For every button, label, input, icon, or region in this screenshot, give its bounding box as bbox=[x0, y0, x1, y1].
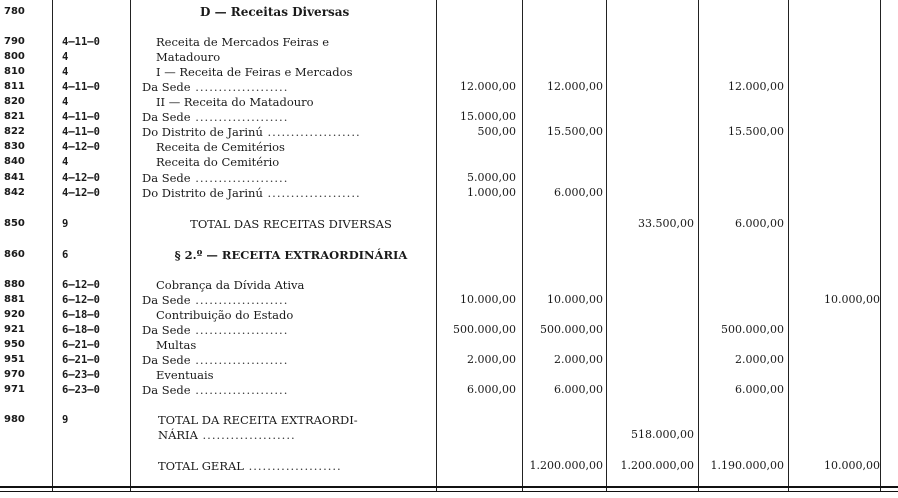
row-description: Cobrança da Dívida Ativa bbox=[156, 278, 305, 292]
amount-cell: 10.000,00 bbox=[824, 293, 880, 306]
amount-cell: 500.000,00 bbox=[721, 323, 784, 336]
row-description: Da Sede .................... bbox=[142, 353, 289, 367]
amount-cell: 10.000,00 bbox=[460, 293, 516, 306]
row-code: 951 bbox=[4, 354, 25, 365]
column-rule bbox=[130, 0, 131, 492]
row-account: 4 bbox=[62, 51, 69, 63]
leader-dots: .................... bbox=[262, 186, 361, 200]
row-code: 980 bbox=[4, 414, 25, 425]
row-code: 920 bbox=[4, 309, 25, 320]
row-description: § 2.º — RECEITA EXTRAORDINÁRIA bbox=[174, 248, 408, 262]
row-account: 6—21—0 bbox=[62, 354, 100, 366]
row-code: 921 bbox=[4, 324, 25, 335]
amount-cell: 10.000,00 bbox=[824, 459, 880, 472]
row-code: 840 bbox=[4, 156, 25, 167]
row-description: Receita do Cemitério bbox=[156, 155, 280, 169]
amount-cell: 1.190.000,00 bbox=[710, 459, 784, 472]
row-description: Matadouro bbox=[156, 50, 221, 64]
amount-cell: 10.000,00 bbox=[547, 293, 603, 306]
row-account: 4—11—0 bbox=[62, 81, 100, 93]
amount-cell: 2.000,00 bbox=[554, 353, 603, 366]
leader-dots: .................... bbox=[190, 110, 289, 124]
row-description: Da Sede .................... bbox=[142, 323, 289, 337]
row-account: 9 bbox=[62, 218, 69, 230]
column-rule bbox=[522, 0, 523, 492]
row-account: 6—12—0 bbox=[62, 294, 100, 306]
amount-cell: 500.000,00 bbox=[453, 323, 516, 336]
row-code: 800 bbox=[4, 51, 25, 62]
row-account: 4 bbox=[62, 96, 69, 108]
row-code: 850 bbox=[4, 218, 25, 229]
amount-cell: 2.000,00 bbox=[467, 353, 516, 366]
amount-cell: 6.000,00 bbox=[554, 383, 603, 396]
row-code: 821 bbox=[4, 111, 25, 122]
row-code: 830 bbox=[4, 141, 25, 152]
row-description: I — Receita de Feiras e Mercados bbox=[156, 65, 353, 79]
amount-cell: 1.200.000,00 bbox=[529, 459, 603, 472]
row-account: 6—12—0 bbox=[62, 279, 100, 291]
row-description: Eventuais bbox=[156, 368, 214, 382]
row-code: 811 bbox=[4, 81, 25, 92]
amount-cell: 500,00 bbox=[477, 125, 516, 138]
row-description: Do Distrito de Jarinú .................... bbox=[142, 186, 361, 200]
amount-cell: 15.500,00 bbox=[547, 125, 603, 138]
amount-cell: 12.000,00 bbox=[547, 80, 603, 93]
row-description: Receita de Cemitérios bbox=[156, 140, 285, 154]
leader-dots: .................... bbox=[190, 353, 289, 367]
row-account: 4 bbox=[62, 66, 69, 78]
row-description: Da Sede .................... bbox=[142, 383, 289, 397]
column-rule bbox=[436, 0, 437, 492]
amount-cell: 15.000,00 bbox=[460, 110, 516, 123]
section-title: D — Receitas Diversas bbox=[200, 5, 350, 19]
amount-cell: 6.000,00 bbox=[735, 217, 784, 230]
column-rule bbox=[880, 0, 881, 492]
amount-cell: 12.000,00 bbox=[460, 80, 516, 93]
row-account: 9 bbox=[62, 414, 69, 426]
amount-cell: 2.000,00 bbox=[735, 353, 784, 366]
amount-cell: 33.500,00 bbox=[638, 217, 694, 230]
row-code: 780 bbox=[4, 6, 25, 17]
row-description: II — Receita do Matadouro bbox=[156, 95, 314, 109]
row-account: 4 bbox=[62, 156, 69, 168]
leader-dots: .................... bbox=[190, 323, 289, 337]
amount-cell: 6.000,00 bbox=[735, 383, 784, 396]
row-description: Do Distrito de Jarinú .................... bbox=[142, 125, 361, 139]
column-rule bbox=[52, 0, 53, 492]
row-account: 4—11—0 bbox=[62, 126, 100, 138]
row-code: 860 bbox=[4, 249, 25, 260]
leader-dots: .................... bbox=[197, 428, 296, 442]
bottom-rule bbox=[0, 486, 898, 488]
amount-cell: 518.000,00 bbox=[631, 428, 694, 441]
row-account: 4—12—0 bbox=[62, 141, 100, 153]
row-description: TOTAL DAS RECEITAS DIVERSAS bbox=[190, 217, 392, 231]
leader-dots: .................... bbox=[243, 459, 342, 473]
leader-dots: .................... bbox=[190, 171, 289, 185]
row-account: 6—18—0 bbox=[62, 324, 100, 336]
row-code: 970 bbox=[4, 369, 25, 380]
row-description: NÁRIA .................... bbox=[158, 428, 296, 442]
amount-cell: 1.000,00 bbox=[467, 186, 516, 199]
row-code: 841 bbox=[4, 172, 25, 183]
row-code: 822 bbox=[4, 126, 25, 137]
leader-dots: .................... bbox=[190, 293, 289, 307]
row-account: 4—12—0 bbox=[62, 172, 100, 184]
row-code: 842 bbox=[4, 187, 25, 198]
row-code: 820 bbox=[4, 96, 25, 107]
row-code: 790 bbox=[4, 36, 25, 47]
amount-cell: 1.200.000,00 bbox=[620, 459, 694, 472]
column-rule bbox=[606, 0, 607, 492]
leader-dots: .................... bbox=[262, 125, 361, 139]
amount-cell: 12.000,00 bbox=[728, 80, 784, 93]
row-description: Da Sede .................... bbox=[142, 171, 289, 185]
row-account: 6—23—0 bbox=[62, 369, 100, 381]
row-account: 4—12—0 bbox=[62, 187, 100, 199]
row-code: 810 bbox=[4, 66, 25, 77]
column-rule bbox=[788, 0, 789, 492]
amount-cell: 5.000,00 bbox=[467, 171, 516, 184]
row-account: 6—18—0 bbox=[62, 309, 100, 321]
row-account: 6—23—0 bbox=[62, 384, 100, 396]
row-description: Da Sede .................... bbox=[142, 293, 289, 307]
leader-dots: .................... bbox=[190, 383, 289, 397]
row-account: 6—21—0 bbox=[62, 339, 100, 351]
row-account: 4—11—0 bbox=[62, 36, 100, 48]
amount-cell: 15.500,00 bbox=[728, 125, 784, 138]
row-description: Multas bbox=[156, 338, 197, 352]
column-rule bbox=[698, 0, 699, 492]
row-code: 881 bbox=[4, 294, 25, 305]
row-account: 4—11—0 bbox=[62, 111, 100, 123]
row-code: 971 bbox=[4, 384, 25, 395]
row-description: Da Sede .................... bbox=[142, 80, 289, 94]
row-code: 950 bbox=[4, 339, 25, 350]
amount-cell: 500.000,00 bbox=[540, 323, 603, 336]
row-code: 880 bbox=[4, 279, 25, 290]
leader-dots: .................... bbox=[190, 80, 289, 94]
row-description: Receita de Mercados Feiras e bbox=[156, 35, 330, 49]
row-account: 6 bbox=[62, 249, 69, 261]
row-description: TOTAL DA RECEITA EXTRAORDI- bbox=[158, 413, 358, 427]
row-description: Contribuição do Estado bbox=[156, 308, 294, 322]
bottom-rule bbox=[0, 491, 898, 492]
row-description: TOTAL GERAL .................... bbox=[158, 459, 342, 473]
row-description: Da Sede .................... bbox=[142, 110, 289, 124]
amount-cell: 6.000,00 bbox=[554, 186, 603, 199]
amount-cell: 6.000,00 bbox=[467, 383, 516, 396]
